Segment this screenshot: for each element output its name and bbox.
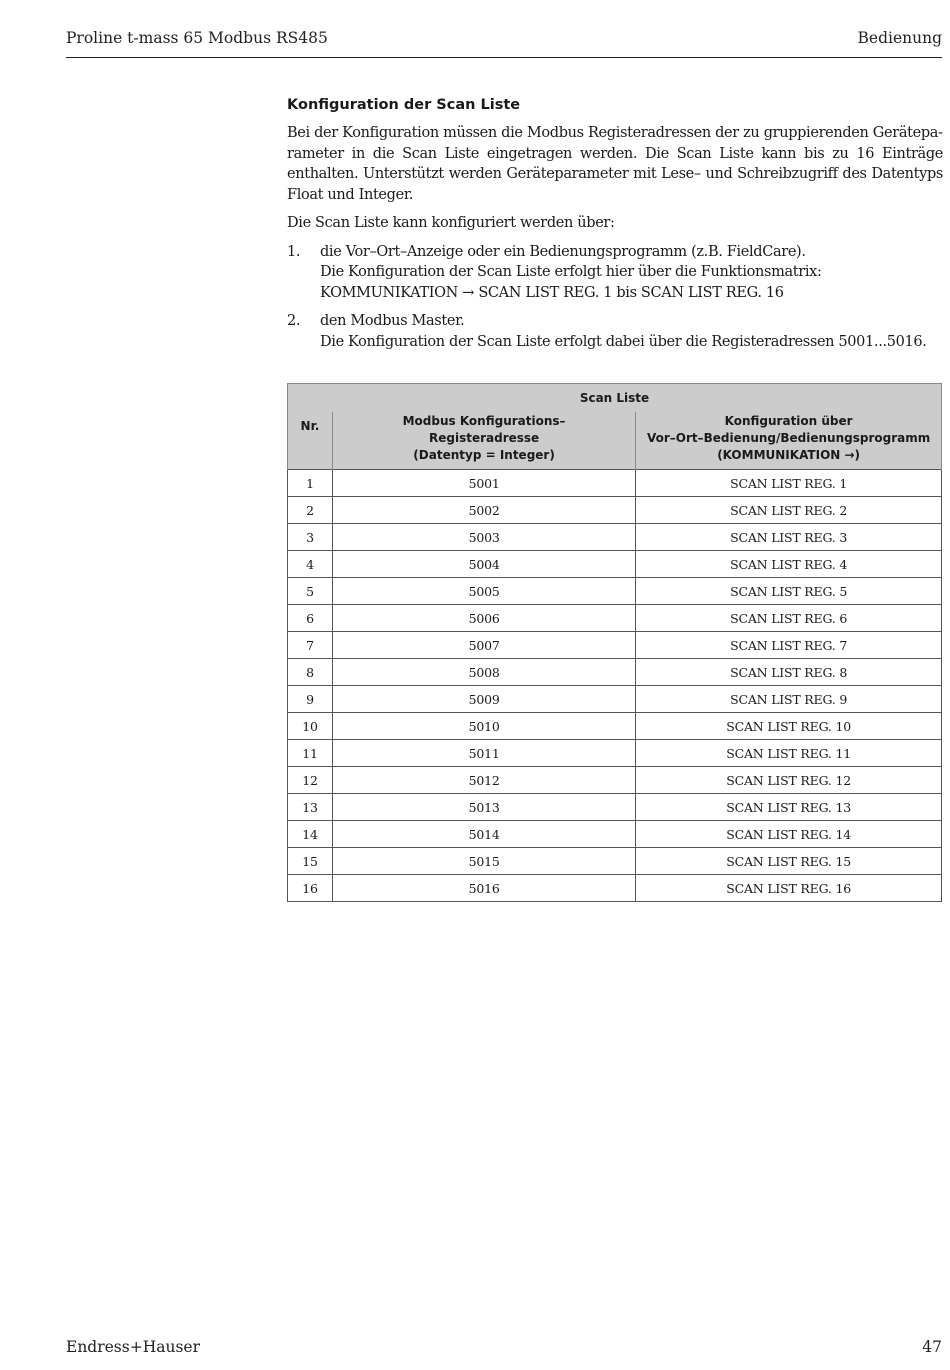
cell-register-address: 5007	[332, 632, 635, 659]
list-item-line: die Vor–Ort–Anzeige oder ein Bedienungsprogramm (z.B. FieldCare).	[320, 243, 806, 260]
cell-nr: 3	[288, 524, 333, 551]
cell-nr: 4	[288, 551, 333, 578]
column-header-modbus-address	[332, 412, 635, 470]
footer-page-number: 47	[922, 1338, 942, 1356]
table-row	[288, 686, 942, 713]
cell-register-address: 5009	[332, 686, 635, 713]
header-line: Modbus Konfigurations–	[402, 414, 566, 428]
table-row	[288, 659, 942, 686]
table-row	[288, 875, 942, 902]
cell-scan-list-reg: SCAN LIST REG. 4	[636, 551, 942, 578]
cell-register-address: 5010	[332, 713, 635, 740]
page-header	[66, 27, 942, 58]
footer-company: Endress+Hauser	[66, 1338, 200, 1356]
cell-scan-list-reg: SCAN LIST REG. 10	[636, 713, 942, 740]
list-item-body	[320, 242, 943, 304]
cell-scan-list-reg: SCAN LIST REG. 15	[636, 848, 942, 875]
cell-register-address: 5014	[332, 821, 635, 848]
cell-scan-list-reg: SCAN LIST REG. 8	[636, 659, 942, 686]
cell-nr: 5	[288, 578, 333, 605]
header-line: Registeradresse	[428, 431, 540, 445]
cell-register-address: 5005	[332, 578, 635, 605]
table-row	[288, 740, 942, 767]
cell-register-address: 5012	[332, 767, 635, 794]
cell-scan-list-reg: SCAN LIST REG. 13	[636, 794, 942, 821]
config-paragraph: Die Scan Liste kann konfiguriert werden über:	[287, 215, 615, 231]
header-chapter-title: Bedienung	[857, 29, 942, 47]
cell-scan-list-reg: SCAN LIST REG. 3	[636, 524, 942, 551]
table-row	[288, 848, 942, 875]
cell-nr: 9	[288, 686, 333, 713]
cell-scan-list-reg: SCAN LIST REG. 9	[636, 686, 942, 713]
cell-nr: 8	[288, 659, 333, 686]
header-line: (Datentyp = Integer)	[413, 448, 555, 462]
cell-scan-list-reg: SCAN LIST REG. 6	[636, 605, 942, 632]
column-header-configuration	[636, 412, 942, 470]
cell-nr: 16	[288, 875, 333, 902]
cell-register-address: 5003	[332, 524, 635, 551]
list-item-body	[320, 311, 943, 352]
table-row	[288, 578, 942, 605]
main-content	[287, 95, 943, 360]
cell-register-address: 5016	[332, 875, 635, 902]
table-row	[288, 632, 942, 659]
cell-register-address: 5015	[332, 848, 635, 875]
cell-scan-list-reg: SCAN LIST REG. 12	[636, 767, 942, 794]
cell-nr: 2	[288, 497, 333, 524]
cell-scan-list-reg: SCAN LIST REG. 16	[636, 875, 942, 902]
cell-scan-list-reg: SCAN LIST REG. 14	[636, 821, 942, 848]
table-row	[288, 497, 942, 524]
table-row	[288, 524, 942, 551]
list-item-number: 1.	[287, 243, 301, 260]
column-header-nr-label: Nr.	[300, 419, 320, 433]
list-item-line: Die Konfiguration der Scan Liste erfolgt dabei über die Registeradressen 5001...5016.	[320, 333, 927, 350]
scan-list-table-wrapper	[287, 383, 942, 902]
cell-nr: 15	[288, 848, 333, 875]
cell-nr: 11	[288, 740, 333, 767]
cell-scan-list-reg: SCAN LIST REG. 5	[636, 578, 942, 605]
header-line: Konfiguration über	[724, 414, 853, 428]
table-body	[288, 470, 942, 902]
cell-nr: 13	[288, 794, 333, 821]
header-line: (KOMMUNIKATION →)	[717, 448, 861, 462]
list-item	[287, 242, 943, 304]
header-document-title: Proline t-mass 65 Modbus RS485	[66, 29, 328, 47]
cell-nr: 7	[288, 632, 333, 659]
cell-register-address: 5011	[332, 740, 635, 767]
cell-register-address: 5001	[332, 470, 635, 497]
cell-nr: 12	[288, 767, 333, 794]
table-row	[288, 470, 942, 497]
list-item	[287, 311, 943, 352]
cell-nr: 14	[288, 821, 333, 848]
intro-paragraph: Bei der Konfiguration müssen die Modbus Registeradressen der zu gruppierenden Geräteparameter in die Scan Liste eingetragen werden. Die Scan Liste kann bis zu 16 Einträge enthalten. Unterstützt werden Geräteparameter mit Lese– und Schreibzugriff des Datentyps Float und Integer.	[287, 125, 943, 203]
cell-scan-list-reg: SCAN LIST REG. 7	[636, 632, 942, 659]
cell-register-address: 5002	[332, 497, 635, 524]
column-header-nr	[288, 412, 333, 470]
scan-list-table	[287, 383, 942, 902]
table-row	[288, 605, 942, 632]
table-row	[288, 551, 942, 578]
config-options-list	[287, 242, 943, 353]
cell-scan-list-reg: SCAN LIST REG. 2	[636, 497, 942, 524]
cell-scan-list-reg: SCAN LIST REG. 1	[636, 470, 942, 497]
table-row	[288, 767, 942, 794]
cell-nr: 10	[288, 713, 333, 740]
header-line: Vor–Ort–Bedienung/Bedienungsprogramm	[647, 431, 931, 445]
cell-register-address: 5008	[332, 659, 635, 686]
section-title: Konfiguration der Scan Liste	[287, 97, 521, 113]
table-caption: Scan Liste	[288, 384, 942, 413]
list-item-line: KOMMUNIKATION → SCAN LIST REG. 1 bis SCAN LIST REG. 16	[320, 284, 784, 301]
table-row	[288, 794, 942, 821]
table-row	[288, 821, 942, 848]
cell-register-address: 5006	[332, 605, 635, 632]
list-item-number: 2.	[287, 313, 301, 329]
cell-scan-list-reg: SCAN LIST REG. 11	[636, 740, 942, 767]
cell-nr: 1	[288, 470, 333, 497]
table-row	[288, 713, 942, 740]
cell-register-address: 5013	[332, 794, 635, 821]
list-item-line: Die Konfiguration der Scan Liste erfolgt hier über die Funktionsmatrix:	[320, 264, 822, 280]
cell-nr: 6	[288, 605, 333, 632]
list-item-line: den Modbus Master.	[320, 313, 465, 329]
cell-register-address: 5004	[332, 551, 635, 578]
